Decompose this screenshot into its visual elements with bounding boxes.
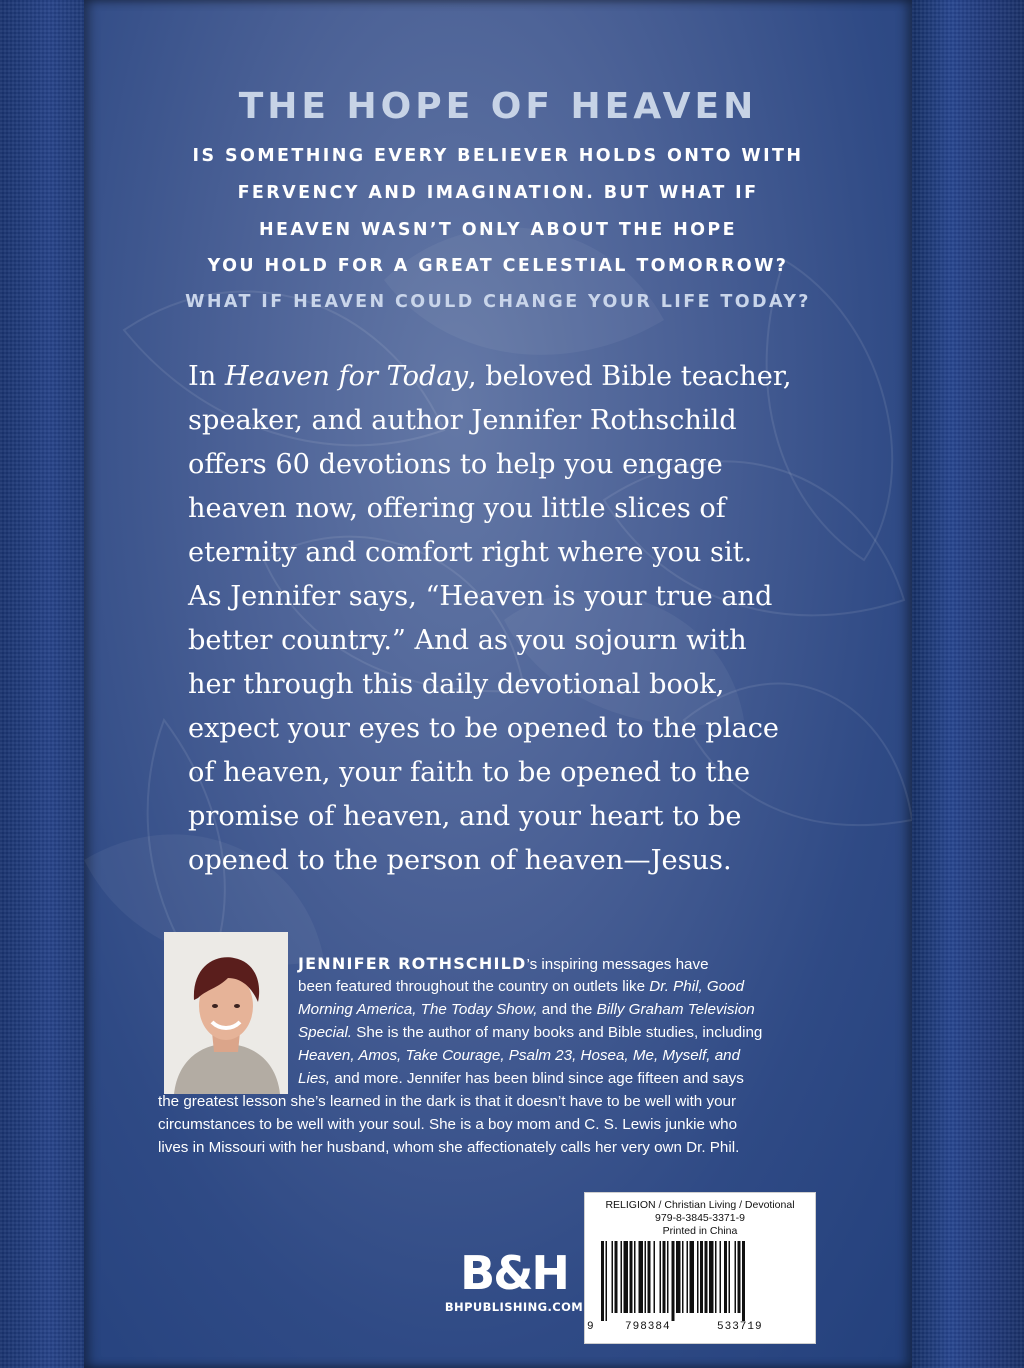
book-title-italic: Heaven for Today — [224, 361, 468, 392]
headline-line: HEAVEN WASN’T ONLY ABOUT THE HOPE — [258, 220, 738, 240]
bio-line: Morning America, The Today Show, and the Billy Graham Television — [298, 1001, 755, 1018]
bio-line: the greatest lesson she’s learned in the dark is that it doesn’t have to be well with your — [158, 1093, 737, 1110]
barcode-bar — [645, 1241, 647, 1313]
bio-line: Lies, and more. Jennifer has been blind since age fifteen and says — [298, 1070, 744, 1087]
description-line: eternity and comfort right where you sit. — [188, 537, 753, 568]
bh-logo-mark: B&H — [460, 1246, 568, 1300]
bio-line: lives in Missouri with her husband, whom she affectionately calls her very own Dr. Phil. — [158, 1139, 740, 1156]
barcode-bar — [676, 1241, 681, 1313]
publisher-url: BHPUBLISHING.COM — [444, 1300, 584, 1314]
barcode-bar — [738, 1241, 741, 1313]
barcode-bar — [634, 1241, 636, 1313]
headline-question: WHAT IF HEAVEN COULD CHANGE YOUR LIFE TODAY? — [185, 292, 811, 312]
description-line: of heaven, your faith to be opened to the — [188, 757, 751, 788]
barcode-bar — [697, 1241, 699, 1313]
barcode-bar — [639, 1241, 644, 1313]
headline-line: FERVENCY AND IMAGINATION. BUT WHAT IF — [237, 183, 759, 203]
headline-title: THE HOPE OF HEAVEN — [238, 86, 758, 127]
bio-line: Heaven, Amos, Take Courage, Psalm 23, Hosea, Me, Myself, and — [298, 1047, 741, 1064]
barcode-bar — [742, 1241, 745, 1321]
barcode-digit-prefix: 9 — [587, 1321, 595, 1333]
author-photo — [164, 932, 288, 1094]
barcode-bar — [660, 1241, 662, 1313]
barcode-bar — [630, 1241, 633, 1313]
barcode-bar — [700, 1241, 703, 1313]
barcode-bar — [601, 1241, 604, 1321]
bio-line: been featured throughout the country on outlets like Dr. Phil, Good — [298, 978, 745, 995]
barcode-bar — [654, 1241, 656, 1313]
binding-cloth-left — [0, 0, 84, 1368]
printed-in: Printed in China — [662, 1225, 738, 1237]
author-portrait-illustration — [164, 932, 288, 1094]
description-line: In Heaven for Today, beloved Bible teacher, — [188, 361, 792, 392]
barcode-bar — [606, 1241, 608, 1321]
bio-line: circumstances to be well with your soul. She is a boy mom and C. S. Lewis junkie who — [158, 1116, 738, 1133]
description-line: better country.” And as you sojourn with — [188, 625, 747, 656]
bio-line: JENNIFER ROTHSCHILD’s inspiring messages have — [298, 954, 709, 973]
barcode-bar — [724, 1241, 727, 1313]
barcode-bar — [705, 1241, 708, 1313]
isbn-text: 979-8-3845-3371-9 — [655, 1212, 745, 1224]
barcode-bar — [709, 1241, 714, 1313]
barcode-bar — [715, 1241, 717, 1313]
barcode-bar — [615, 1241, 618, 1313]
description-line: opened to the person of heaven—Jesus. — [188, 845, 732, 876]
description-line: As Jennifer says, “Heaven is your true and — [188, 581, 773, 612]
bio-line: Special. She is the author of many books and Bible studies, including — [298, 1024, 763, 1041]
barcode-bar — [729, 1241, 731, 1313]
description-line: speaker, and author Jennifer Rothschild — [188, 405, 737, 436]
description-line: expect your eyes to be opened to the place — [188, 713, 780, 744]
barcode-bar — [672, 1241, 675, 1321]
description-line: offers 60 devotions to help you engage — [188, 449, 723, 480]
publisher-logo — [424, 1248, 604, 1320]
binding-cloth-right — [912, 0, 1024, 1368]
barcode-digits-left: 798384 — [625, 1321, 671, 1333]
barcode-bar — [735, 1241, 737, 1313]
headline-line: IS SOMETHING EVERY BELIEVER HOLDS ONTO WITH — [192, 146, 804, 166]
book-back-cover — [84, 0, 912, 1368]
author-name: JENNIFER ROTHSCHILD — [298, 954, 527, 973]
barcode-bar — [621, 1241, 623, 1313]
description-line: promise of heaven, and your heart to be — [188, 801, 742, 832]
barcode-bar — [612, 1241, 614, 1313]
barcode-bar — [624, 1241, 629, 1313]
barcode-bar — [687, 1241, 689, 1313]
barcode-bar — [720, 1241, 722, 1313]
barcode-bar — [648, 1241, 651, 1313]
barcode-label — [584, 1192, 816, 1344]
description-line: her through this daily devotional book, — [188, 669, 725, 700]
barcode-bar — [663, 1241, 666, 1313]
barcode-bars — [597, 1241, 803, 1321]
description-paragraph — [188, 355, 828, 883]
headline-line: YOU HOLD FOR A GREAT CELESTIAL TOMORROW? — [207, 256, 789, 276]
barcode-digits-right: 533719 — [717, 1321, 763, 1333]
barcode-bar — [690, 1241, 695, 1313]
barcode-bar — [682, 1241, 684, 1313]
description-line: heaven now, offering you little slices of — [188, 493, 726, 524]
bisac-category: RELIGION / Christian Living / Devotional — [605, 1199, 795, 1211]
barcode-bar — [667, 1241, 669, 1313]
